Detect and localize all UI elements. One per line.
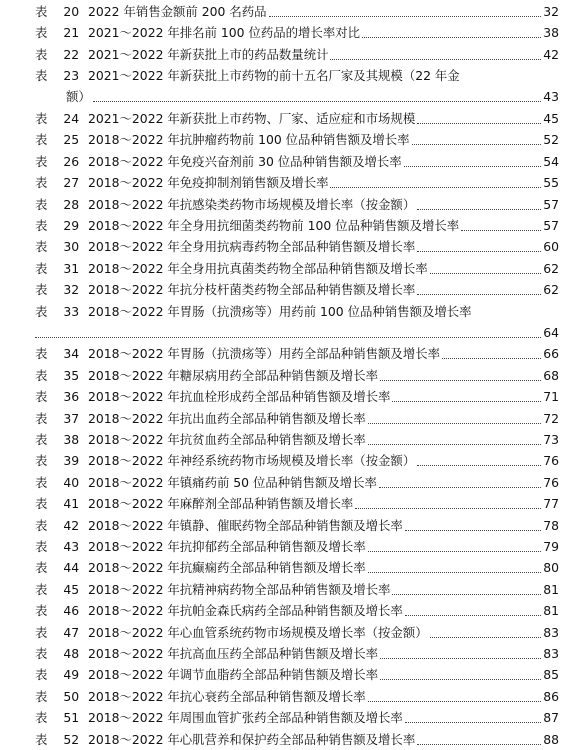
page-number: 57	[543, 218, 559, 233]
toc-row	[0, 65, 565, 86]
dot-leader	[417, 465, 541, 466]
table-prefix: 表	[35, 582, 48, 597]
entry-label	[35, 643, 79, 664]
toc-row	[0, 450, 565, 471]
toc-row	[0, 707, 565, 728]
entry-title: 2018～2022 年抗帕金森氏病药全部品种销售额及增长率	[88, 603, 403, 618]
toc-entry[interactable]	[0, 215, 565, 236]
entry-title: 2018～2022 年周围血管扩张药全部品种销售额及增长率	[88, 710, 403, 725]
table-prefix: 表	[35, 453, 48, 468]
toc-entry[interactable]	[0, 258, 565, 279]
dot-leader	[379, 487, 541, 488]
toc-entry[interactable]	[0, 429, 565, 450]
entry-label	[35, 151, 79, 172]
page-number: 42	[543, 47, 559, 62]
toc-row	[0, 1, 565, 22]
table-number: 42	[63, 518, 80, 533]
toc-entry[interactable]	[0, 386, 565, 407]
page-number: 72	[543, 411, 559, 426]
dot-leader	[392, 401, 541, 402]
entry-title: 2018～2022 年抗抑郁药全部品种销售额及增长率	[88, 539, 366, 554]
entry-title: 2018～2022 年麻醉剂全部品种销售额及增长率	[88, 496, 354, 511]
toc-entry[interactable]	[0, 172, 565, 193]
entry-title: 2018～2022 年抗癫痫药全部品种销售额及增长率	[88, 560, 366, 575]
table-prefix: 表	[35, 47, 48, 62]
toc-row	[0, 429, 565, 450]
table-prefix: 表	[35, 132, 48, 147]
entry-label	[35, 301, 79, 322]
page-number: 80	[543, 560, 559, 575]
entry-title: 2018～2022 年免疫抑制剂销售额及增长率	[88, 175, 329, 190]
toc-row	[0, 365, 565, 386]
entry-title: 2018～2022 年胃肠（抗溃疡等）用药全部品种销售额及增长率	[88, 346, 440, 361]
toc-entry[interactable]	[0, 622, 565, 643]
dot-leader	[404, 166, 542, 167]
toc-entry[interactable]	[0, 194, 565, 215]
page-number: 45	[543, 111, 559, 126]
toc-entry[interactable]	[0, 1, 565, 22]
table-number: 46	[63, 603, 80, 618]
entry-title: 2018～2022 年胃肠（抗溃疡等）用药前 100 位品种销售额及增长率	[88, 304, 472, 319]
entry-label	[35, 600, 79, 621]
table-number: 28	[63, 197, 80, 212]
toc-entry[interactable]	[0, 707, 565, 728]
table-prefix: 表	[35, 710, 48, 725]
table-number: 43	[63, 539, 80, 554]
table-prefix: 表	[35, 239, 48, 254]
entry-label	[35, 1, 79, 22]
dot-leader	[417, 123, 541, 124]
toc-entry[interactable]	[0, 151, 565, 172]
table-prefix: 表	[35, 689, 48, 704]
toc-row	[0, 600, 565, 621]
toc-entry[interactable]	[0, 301, 565, 343]
toc-entry[interactable]	[0, 408, 565, 429]
entry-title: 2018～2022 年抗分枝杆菌类药物全部品种销售额及增长率	[88, 282, 416, 297]
table-prefix: 表	[35, 411, 48, 426]
table-prefix: 表	[35, 539, 48, 554]
page-number: 77	[543, 496, 559, 511]
page-number: 73	[543, 432, 559, 447]
toc-entry[interactable]	[0, 643, 565, 664]
toc-row	[0, 236, 565, 257]
toc-row	[0, 686, 565, 707]
table-prefix: 表	[35, 218, 48, 233]
dot-leader	[430, 637, 542, 638]
toc-row	[0, 151, 565, 172]
table-number: 39	[63, 453, 80, 468]
entry-label	[35, 343, 79, 364]
dot-leader	[380, 658, 541, 659]
toc-entry[interactable]	[0, 279, 565, 300]
page-number: 76	[543, 475, 559, 490]
entry-label	[35, 65, 79, 86]
page-number: 52	[543, 132, 559, 147]
dot-leader	[368, 423, 542, 424]
table-number: 31	[63, 261, 80, 276]
toc-entry[interactable]	[0, 129, 565, 150]
table-number: 23	[63, 68, 80, 83]
table-prefix: 表	[35, 368, 48, 383]
table-number: 49	[63, 667, 80, 682]
dot-leader	[368, 701, 542, 702]
dot-leader	[417, 744, 541, 745]
entry-label	[35, 622, 79, 643]
table-prefix: 表	[35, 560, 48, 575]
entry-title: 2018～2022 年免疫兴奋剂前 30 位品种销售额及增长率	[88, 154, 402, 169]
toc-row-continued	[0, 86, 565, 107]
entry-label	[35, 515, 79, 536]
page-number: 54	[543, 154, 559, 169]
dot-leader	[330, 187, 541, 188]
toc-entry[interactable]	[0, 664, 565, 685]
table-prefix: 表	[35, 475, 48, 490]
table-number: 30	[63, 239, 80, 254]
table-number: 38	[63, 432, 80, 447]
entry-label	[35, 557, 79, 578]
table-number: 40	[63, 475, 80, 490]
table-prefix: 表	[35, 282, 48, 297]
toc-row	[0, 472, 565, 493]
table-prefix: 表	[35, 346, 48, 361]
table-prefix: 表	[35, 4, 48, 19]
dot-leader	[417, 209, 541, 210]
entry-label	[35, 22, 79, 43]
entry-label	[35, 194, 79, 215]
entry-label	[35, 450, 79, 471]
page-number: 62	[543, 261, 559, 276]
entry-title: 2018～2022 年抗肿瘤药物前 100 位品种销售额及增长率	[88, 132, 410, 147]
page-number: 64	[543, 325, 559, 340]
toc-row	[0, 386, 565, 407]
toc-row-continued	[0, 322, 565, 343]
table-prefix: 表	[35, 667, 48, 682]
table-prefix: 表	[35, 389, 48, 404]
entry-title-continued: 额）	[66, 89, 91, 104]
page-number: 66	[543, 346, 559, 361]
table-number: 52	[63, 732, 80, 747]
dot-leader	[405, 530, 541, 531]
page-number: 38	[543, 25, 559, 40]
page-number: 60	[543, 239, 559, 254]
entry-title: 2018～2022 年抗心衰药全部品种销售额及增长率	[88, 689, 366, 704]
entry-label	[35, 579, 79, 600]
toc-row	[0, 194, 565, 215]
entry-title: 2021～2022 年新获批上市的药品数量统计	[88, 47, 329, 62]
page-number: 76	[543, 453, 559, 468]
entry-title: 2018～2022 年调节血脂药全部品种销售额及增长率	[88, 667, 379, 682]
toc-entry[interactable]	[0, 44, 565, 65]
page-number: 88	[543, 732, 559, 747]
entry-label	[35, 472, 79, 493]
toc-row	[0, 343, 565, 364]
entry-title: 2021～2022 年新获批上市药物的前十五名厂家及其规模（22 年金	[88, 68, 460, 83]
toc-row	[0, 129, 565, 150]
entry-title: 2021～2022 年新获批上市药物、厂家、适应症和市场规模	[88, 111, 416, 126]
toc-row	[0, 493, 565, 514]
toc-row	[0, 258, 565, 279]
dot-leader	[405, 722, 541, 723]
entry-label	[35, 429, 79, 450]
toc-entry[interactable]	[0, 343, 565, 364]
table-number: 25	[63, 132, 80, 147]
table-prefix: 表	[35, 197, 48, 212]
table-number: 48	[63, 646, 80, 661]
table-prefix: 表	[35, 518, 48, 533]
toc-row	[0, 22, 565, 43]
entry-label	[35, 664, 79, 685]
toc-entry[interactable]	[0, 450, 565, 471]
page-number: 57	[543, 197, 559, 212]
toc-row	[0, 172, 565, 193]
toc-row	[0, 664, 565, 685]
toc-entry[interactable]	[0, 686, 565, 707]
dot-leader	[442, 358, 541, 359]
entry-title: 2021～2022 年排名前 100 位药品的增长率对比	[88, 25, 361, 40]
table-prefix: 表	[35, 261, 48, 276]
table-prefix: 表	[35, 646, 48, 661]
table-number: 27	[63, 175, 80, 190]
table-number: 44	[63, 560, 80, 575]
dot-leader	[417, 251, 541, 252]
entry-label	[35, 493, 79, 514]
dot-leader	[330, 59, 541, 60]
toc-row	[0, 301, 565, 322]
dot-leader	[417, 294, 541, 295]
dot-leader	[412, 144, 542, 145]
page-number: 81	[543, 603, 559, 618]
dot-leader	[392, 594, 541, 595]
entry-title: 2018～2022 年镇痛药前 50 位品种销售额及增长率	[88, 475, 377, 490]
toc-row	[0, 44, 565, 65]
dot-leader	[269, 16, 542, 17]
dot-leader	[405, 615, 541, 616]
table-number: 45	[63, 582, 80, 597]
table-number: 51	[63, 710, 80, 725]
toc-entry[interactable]	[0, 557, 565, 578]
page-number: 86	[543, 689, 559, 704]
table-number: 35	[63, 368, 80, 383]
entry-label	[35, 686, 79, 707]
toc-entry[interactable]	[0, 515, 565, 536]
entry-title: 2018～2022 年全身用抗病毒药物全部品种销售额及增长率	[88, 239, 416, 254]
table-number: 33	[63, 304, 80, 319]
entry-title: 2018～2022 年全身用抗细菌类药物前 100 位品种销售额及增长率	[88, 218, 460, 233]
table-prefix: 表	[35, 603, 48, 618]
entry-label	[35, 129, 79, 150]
entry-label	[35, 258, 79, 279]
table-number: 22	[63, 47, 80, 62]
table-prefix: 表	[35, 432, 48, 447]
table-number: 24	[63, 111, 80, 126]
table-number: 34	[63, 346, 80, 361]
entry-label	[35, 215, 79, 236]
entry-title: 2018～2022 年镇静、催眠药物全部品种销售额及增长率	[88, 518, 403, 533]
toc-row	[0, 729, 565, 750]
entry-label	[35, 279, 79, 300]
entry-title: 2018～2022 年抗感染类药物市场规模及增长率（按金额）	[88, 197, 416, 212]
dot-leader	[380, 679, 541, 680]
toc-row	[0, 557, 565, 578]
entry-title: 2018～2022 年神经系统药物市场规模及增长率（按金额）	[88, 453, 416, 468]
entry-title: 2018～2022 年心血管系统药物市场规模及增长率（按金额）	[88, 625, 428, 640]
page-number: 43	[543, 89, 559, 104]
page-number: 32	[543, 4, 559, 19]
dot-leader	[362, 37, 541, 38]
toc-entry[interactable]	[0, 600, 565, 621]
toc-entry[interactable]	[0, 236, 565, 257]
page-number: 55	[543, 175, 559, 190]
toc-row	[0, 622, 565, 643]
entry-label	[35, 172, 79, 193]
table-number: 47	[63, 625, 80, 640]
table-number: 37	[63, 411, 80, 426]
table-prefix: 表	[35, 175, 48, 190]
table-number: 36	[63, 389, 80, 404]
toc-row	[0, 643, 565, 664]
page-number: 62	[543, 282, 559, 297]
toc-row	[0, 579, 565, 600]
table-prefix: 表	[35, 68, 48, 83]
toc-row	[0, 108, 565, 129]
entry-label	[35, 236, 79, 257]
entry-title: 2018～2022 年糖尿病用药全部品种销售额及增长率	[88, 368, 379, 383]
toc-row	[0, 515, 565, 536]
table-prefix: 表	[35, 496, 48, 511]
entry-title: 2018～2022 年全身用抗真菌类药物全部品种销售额及增长率	[88, 261, 428, 276]
entry-label	[35, 408, 79, 429]
page-number: 85	[543, 667, 559, 682]
dot-leader	[380, 380, 541, 381]
entry-label	[35, 386, 79, 407]
dot-leader	[430, 273, 542, 274]
entry-title: 2018～2022 年抗出血药全部品种销售额及增长率	[88, 411, 366, 426]
dot-leader	[93, 101, 541, 102]
table-prefix: 表	[35, 111, 48, 126]
entry-label	[35, 365, 79, 386]
toc-entry[interactable]	[0, 536, 565, 557]
table-number: 20	[63, 4, 80, 19]
dot-leader	[368, 444, 542, 445]
toc-row	[0, 279, 565, 300]
page-number: 68	[543, 368, 559, 383]
entry-title: 2018～2022 年抗贫血药全部品种销售额及增长率	[88, 432, 366, 447]
dot-leader	[368, 551, 542, 552]
table-prefix: 表	[35, 625, 48, 640]
page-number: 83	[543, 625, 559, 640]
entry-title: 2018～2022 年抗血栓形成药全部品种销售额及增长率	[88, 389, 391, 404]
toc-row	[0, 536, 565, 557]
toc-row	[0, 408, 565, 429]
toc-entry[interactable]	[0, 108, 565, 129]
table-number: 21	[63, 25, 80, 40]
page-number: 79	[543, 539, 559, 554]
dot-leader	[368, 572, 542, 573]
page-number: 71	[543, 389, 559, 404]
page-number: 87	[543, 710, 559, 725]
dot-leader	[461, 230, 541, 231]
table-number: 41	[63, 496, 80, 511]
toc-row	[0, 215, 565, 236]
entry-title: 2018～2022 年抗精神病药物全部品种销售额及增长率	[88, 582, 391, 597]
table-number: 50	[63, 689, 80, 704]
entry-label	[35, 729, 79, 750]
toc-entry[interactable]	[0, 729, 565, 750]
dot-leader	[35, 337, 541, 338]
table-prefix: 表	[35, 732, 48, 747]
table-number: 29	[63, 218, 80, 233]
entry-title: 2018～2022 年抗高血压药全部品种销售额及增长率	[88, 646, 379, 661]
toc-entry[interactable]	[0, 579, 565, 600]
entry-label	[35, 44, 79, 65]
entry-label	[35, 536, 79, 557]
table-number: 32	[63, 282, 80, 297]
page-number: 78	[543, 518, 559, 533]
dot-leader	[355, 508, 541, 509]
toc-entry[interactable]	[0, 22, 565, 43]
table-prefix: 表	[35, 154, 48, 169]
table-prefix: 表	[35, 25, 48, 40]
page-number: 81	[543, 582, 559, 597]
toc-entry[interactable]	[0, 493, 565, 514]
entry-label	[35, 707, 79, 728]
table-number: 26	[63, 154, 80, 169]
toc-entry[interactable]	[0, 65, 565, 107]
entry-title: 2022 年销售金额前 200 名药品	[88, 4, 267, 19]
toc-entry[interactable]	[0, 365, 565, 386]
page-number: 83	[543, 646, 559, 661]
entry-title: 2018～2022 年心肌营养和保护药全部品种销售额及增长率	[88, 732, 416, 747]
entry-label	[35, 108, 79, 129]
table-prefix: 表	[35, 304, 48, 319]
toc-entry[interactable]	[0, 472, 565, 493]
